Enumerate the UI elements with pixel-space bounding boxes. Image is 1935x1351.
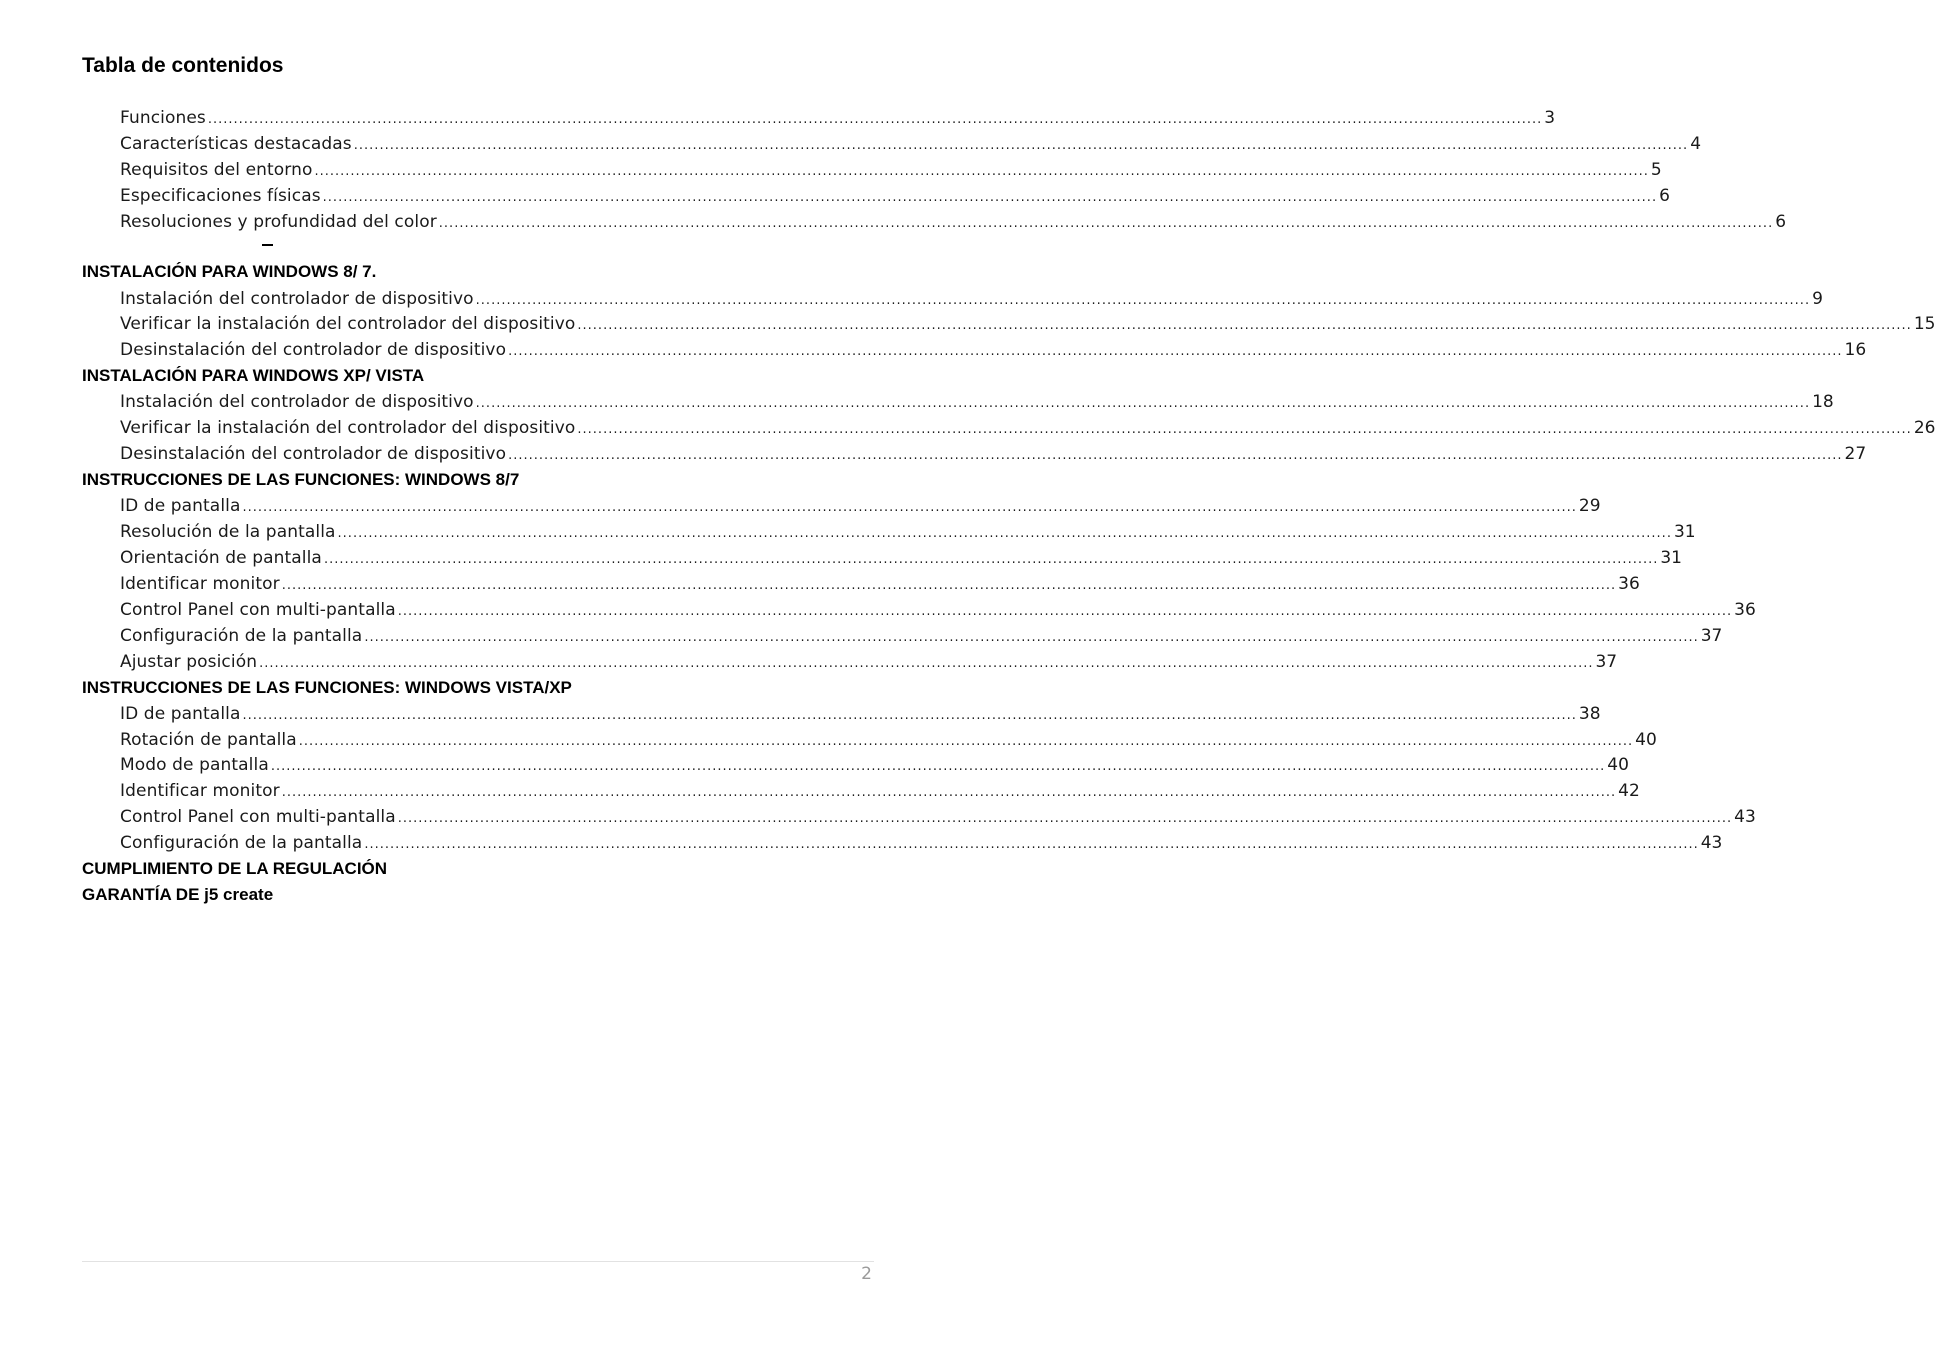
toc-leader-dots: ....................................................................................................................................................................................................................................................................	[298, 734, 1634, 749]
toc-leader-dots: ....................................................................................................................................................................................................................................................................	[438, 216, 1774, 231]
toc-entry-label: Especificaciones físicas	[120, 186, 321, 206]
toc-entry-label: Requisitos del entorno	[120, 160, 313, 180]
toc-entry-page: 36	[1734, 600, 1756, 620]
toc-leader-dots: ....................................................................................................................................................................................................................................................................	[322, 190, 1658, 205]
toc-leader-dots: ....................................................................................................................................................................................................................................................................	[323, 552, 1659, 567]
toc-entry-page: 38	[1578, 704, 1601, 724]
toc-entry-page: 29	[1578, 496, 1601, 516]
toc-entry[interactable]	[120, 389, 1834, 415]
toc-leader-dots: ....................................................................................................................................................................................................................................................................	[577, 422, 1912, 437]
toc-entry-label: Funciones	[120, 108, 206, 128]
toc-entry-label: Instalación del controlador de dispositivo	[120, 289, 474, 309]
toc-entry-label: Control Panel con multi-pantalla	[120, 600, 396, 620]
toc-entry[interactable]	[120, 727, 1657, 753]
toc-entry[interactable]	[120, 804, 1756, 830]
toc-leader-dots: ....................................................................................................................................................................................................................................................................	[207, 112, 1543, 127]
toc-leader-dots: ....................................................................................................................................................................................................................................................................	[353, 138, 1689, 153]
toc-entry-page: 31	[1673, 522, 1696, 542]
toc-entry-page: 40	[1635, 730, 1657, 750]
toc-leader-dots: ....................................................................................................................................................................................................................................................................	[281, 785, 1617, 800]
toc-leader-dots: ....................................................................................................................................................................................................................................................................	[337, 526, 1672, 541]
toc-entry-label: Desinstalación del controlador de dispositivo	[120, 340, 507, 360]
toc-leader-dots: ....................................................................................................................................................................................................................................................................	[475, 293, 1811, 308]
toc-leader-dots: ....................................................................................................................................................................................................................................................................	[475, 396, 1811, 411]
toc-section-heading[interactable]: GARANTÍA DE j5 create	[82, 885, 274, 904]
toc-entry-label: Orientación de pantalla	[120, 548, 322, 568]
toc-entry-page: 9	[1812, 289, 1823, 309]
toc-entry-label: Resolución de la pantalla	[120, 522, 336, 542]
toc-entry-label: Configuración de la pantalla	[120, 833, 363, 853]
toc-entry-label: ID de pantalla	[120, 704, 241, 724]
toc-entry[interactable]	[120, 545, 1682, 571]
toc-entry[interactable]	[120, 157, 1662, 183]
toc-entry-page: 31	[1660, 548, 1682, 568]
toc-section-heading[interactable]: CUMPLIMIENTO DE LA REGULACIÓN	[82, 859, 388, 878]
toc-entry-page: 5	[1650, 160, 1662, 180]
toc-entry-page: 42	[1618, 781, 1640, 801]
toc-entry[interactable]	[120, 183, 1670, 209]
toc-entry-page: 37	[1700, 626, 1723, 646]
toc-entry-page: 43	[1700, 833, 1723, 853]
toc-entry-page: 15	[1913, 314, 1935, 334]
toc-entry-label: Modo de pantalla	[120, 755, 269, 775]
toc-section-heading[interactable]: INSTRUCCIONES DE LAS FUNCIONES: WINDOWS VISTA/XP	[82, 678, 572, 697]
toc-entry[interactable]	[120, 131, 1702, 157]
toc-entry-label: Resoluciones y profundidad del color	[120, 212, 437, 232]
toc-entry[interactable]	[120, 493, 1601, 519]
toc-entry-label: Identificar monitor	[120, 574, 280, 594]
toc-entry-page: 4	[1690, 134, 1702, 154]
toc-leader-dots: ....................................................................................................................................................................................................................................................................	[242, 708, 1577, 723]
toc-entry-page: 26	[1913, 418, 1935, 438]
toc-entry[interactable]	[120, 778, 1640, 804]
toc-entry-page: 3	[1544, 108, 1556, 128]
toc-entry-label: Instalación del controlador de dispositivo	[120, 392, 474, 412]
toc-leader-dots: ....................................................................................................................................................................................................................................................................	[259, 656, 1594, 671]
toc-entry[interactable]	[120, 571, 1640, 597]
toc-entry-label: Verificar la instalación del controlador del dispositivo	[120, 314, 576, 334]
toc-entry-label: Configuración de la pantalla	[120, 626, 363, 646]
toc-entry[interactable]	[120, 701, 1601, 727]
toc-entry[interactable]	[120, 752, 1629, 778]
toc-entry-page: 37	[1595, 652, 1618, 672]
toc-entry-page: 36	[1618, 574, 1640, 594]
toc-leader-dots: ....................................................................................................................................................................................................................................................................	[508, 344, 1843, 359]
toc-entry-label: Verificar la instalación del controlador del dispositivo	[120, 418, 576, 438]
toc-entry[interactable]	[120, 597, 1756, 623]
dash-mark	[262, 244, 273, 246]
toc-section-heading[interactable]: INSTALACIÓN PARA WINDOWS 8/ 7.	[82, 262, 377, 281]
footer-divider	[82, 1261, 874, 1262]
toc-entry-page: 40	[1607, 755, 1629, 775]
toc-leader-dots: ....................................................................................................................................................................................................................................................................	[314, 164, 1649, 179]
toc-entry-label: Desinstalación del controlador de dispositivo	[120, 444, 507, 464]
toc-leader-dots: ....................................................................................................................................................................................................................................................................	[397, 811, 1733, 826]
toc-entry[interactable]	[120, 415, 1935, 441]
toc-entry[interactable]	[120, 311, 1935, 337]
toc-entry[interactable]	[120, 519, 1696, 545]
page-number: 2	[861, 1264, 872, 1284]
toc-entry[interactable]	[120, 441, 1867, 467]
toc-section-heading[interactable]: INSTALACIÓN PARA WINDOWS XP/ VISTA	[82, 366, 425, 385]
toc-leader-dots: ....................................................................................................................................................................................................................................................................	[281, 578, 1617, 593]
toc-entry-label: Ajustar posición	[120, 652, 258, 672]
toc-entry-label: Características destacadas	[120, 134, 352, 154]
toc-section-heading[interactable]: INSTRUCCIONES DE LAS FUNCIONES: WINDOWS 8/7	[82, 470, 520, 489]
toc-entry[interactable]	[120, 337, 1867, 363]
toc-entry-label: Rotación de pantalla	[120, 730, 297, 750]
toc-leader-dots: ....................................................................................................................................................................................................................................................................	[364, 837, 1699, 852]
toc-entry-page: 27	[1844, 444, 1867, 464]
toc-leader-dots: ....................................................................................................................................................................................................................................................................	[242, 500, 1577, 515]
toc-entry-label: Identificar monitor	[120, 781, 280, 801]
toc-entry-page: 16	[1844, 340, 1867, 360]
toc-leader-dots: ....................................................................................................................................................................................................................................................................	[577, 318, 1912, 333]
toc-entry-page: 6	[1775, 212, 1787, 232]
toc-leader-dots: ....................................................................................................................................................................................................................................................................	[508, 448, 1843, 463]
toc-entry[interactable]	[120, 649, 1618, 675]
toc-entry-page: 6	[1659, 186, 1670, 206]
toc-entry[interactable]	[120, 830, 1723, 856]
toc-entry-label: Control Panel con multi-pantalla	[120, 807, 396, 827]
toc-entry[interactable]	[120, 286, 1823, 312]
toc-leader-dots: ....................................................................................................................................................................................................................................................................	[364, 630, 1699, 645]
toc-entry[interactable]	[120, 623, 1723, 649]
toc-entry[interactable]	[120, 209, 1787, 235]
toc-entry-label: ID de pantalla	[120, 496, 241, 516]
toc-entry-page: 43	[1734, 807, 1756, 827]
page-title: Tabla de contenidos	[82, 54, 284, 77]
toc-entry[interactable]	[120, 105, 1556, 131]
toc-leader-dots: ....................................................................................................................................................................................................................................................................	[397, 604, 1733, 619]
toc-leader-dots: ....................................................................................................................................................................................................................................................................	[270, 759, 1606, 774]
toc-entry-page: 18	[1812, 392, 1834, 412]
